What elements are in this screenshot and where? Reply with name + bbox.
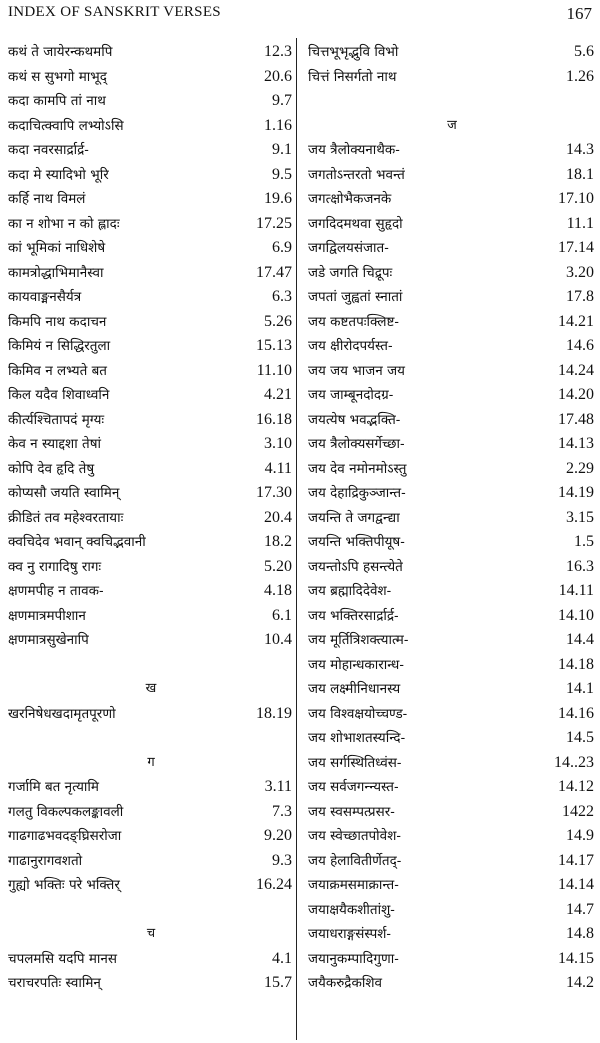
left-index-column	[8, 40, 294, 1040]
verse-reference: 17.10	[558, 190, 594, 207]
verse-first-line: जय ब्रह्मादिदेवेश-	[308, 583, 392, 599]
index-entry	[308, 359, 596, 384]
index-entry	[308, 849, 596, 874]
verse-reference: 14.7	[566, 900, 594, 918]
index-entry	[308, 628, 596, 653]
index-entry	[8, 432, 294, 457]
verse-first-line: कदा कामपि तां नाथ	[8, 93, 106, 109]
verse-reference: 2.29	[566, 459, 594, 477]
section-spacer	[8, 726, 294, 751]
index-entry	[8, 849, 294, 874]
verse-reference: 14.8	[566, 925, 594, 942]
section-letter-heading: ज	[447, 117, 457, 133]
running-head	[8, 4, 592, 28]
index-entry	[308, 187, 596, 212]
verse-first-line: क्षणमात्रमपीशान	[8, 607, 86, 624]
verse-reference: 5.20	[264, 557, 292, 575]
index-entry	[308, 726, 596, 751]
index-entry	[8, 530, 294, 555]
verse-reference: 14.5	[566, 729, 594, 746]
verse-first-line: कदा नवरसार्द्रार्द्र-	[8, 142, 89, 158]
verse-first-line: जय कष्टतपःक्लिष्ट-	[308, 313, 399, 330]
index-entry	[8, 457, 294, 482]
verse-first-line: जयन्ति ते जगद्वन्द्या	[308, 509, 400, 526]
verse-reference: 17.8	[566, 288, 594, 305]
verse-first-line: जय देहाद्रिकुञ्जान्त-	[308, 485, 406, 501]
verse-first-line: जय भक्तिरसार्द्रार्द्र-	[308, 607, 399, 624]
index-entry	[308, 212, 596, 237]
index-entry	[308, 677, 596, 702]
verse-reference: 9.20	[264, 827, 292, 844]
index-entry	[308, 898, 596, 923]
verse-first-line: किल यदैव शिवाध्वनि	[8, 387, 110, 403]
verse-first-line: गाढानुरागवशतो	[8, 852, 83, 869]
verse-reference: 14.1	[566, 680, 594, 697]
verse-first-line: कां भूमिकां नाधिशेषे	[8, 240, 106, 256]
verse-first-line: कोपि देव हृदि तेषु	[8, 460, 95, 477]
section-spacer	[8, 653, 294, 678]
verse-reference: 9.7	[272, 92, 292, 109]
verse-reference: 5.26	[264, 312, 292, 330]
verse-reference: 6.1	[272, 606, 292, 624]
verse-reference: 14.12	[558, 778, 594, 795]
verse-reference: 5.6	[574, 43, 594, 60]
index-entry	[8, 138, 294, 163]
column-divider	[296, 38, 297, 1040]
verse-reference: 14.4	[566, 631, 594, 648]
verse-first-line: क्षणमपीह न तावक-	[8, 583, 104, 599]
index-entry	[308, 873, 596, 898]
index-entry	[308, 383, 596, 408]
verse-first-line: कायवाङ्मनसैर्यत्र	[8, 289, 82, 305]
index-entry	[308, 922, 596, 947]
verse-reference: 1422	[562, 802, 594, 820]
verse-first-line: जय सर्वजगन्न्यस्त-	[308, 779, 399, 795]
verse-first-line: जयत्येष भवद्भक्ति-	[308, 411, 401, 428]
index-entry	[8, 89, 294, 114]
index-entry	[8, 702, 294, 727]
verse-reference: 6.3	[272, 288, 292, 305]
running-title: INDEX OF SANSKRIT VERSES	[8, 4, 221, 20]
verse-first-line: चित्तं निसर्गतो नाथ	[308, 68, 397, 85]
index-entry	[8, 506, 294, 531]
verse-first-line: कीर्त्यश्चितापदं मृग्यः	[8, 411, 105, 428]
verse-reference: 14.6	[566, 337, 594, 354]
index-entry	[8, 824, 294, 849]
verse-reference: 14..23	[554, 753, 594, 771]
verse-reference: 18.19	[256, 704, 292, 722]
verse-first-line: जयाक्षयैकशीतांशु-	[308, 901, 395, 918]
verse-first-line: जपतां जुह्वतां स्नातां	[308, 289, 403, 305]
verse-first-line: गर्जामि बत नृत्यामि	[8, 779, 99, 795]
verse-reference: 3.20	[566, 263, 594, 281]
verse-reference: 20.4	[264, 508, 292, 526]
verse-reference: 17.14	[558, 239, 594, 256]
index-entry	[8, 285, 294, 310]
verse-first-line: जगतोऽन्तरतो भवन्तं	[308, 166, 405, 183]
verse-reference: 14.13	[558, 435, 594, 452]
verse-first-line: चराचरपतिः स्वामिन्	[8, 975, 101, 991]
index-entry	[308, 285, 596, 310]
index-entry	[8, 604, 294, 629]
verse-reference: 4.21	[264, 386, 292, 403]
index-entry	[8, 261, 294, 286]
verse-first-line: जय क्षीरोदपर्यस्त-	[308, 338, 393, 354]
verse-first-line: जगत्क्षोभैकजनके	[308, 191, 392, 207]
verse-reference: 14.19	[558, 484, 594, 501]
verse-reference: 3.15	[566, 508, 594, 526]
index-entry	[8, 481, 294, 506]
verse-reference: 16.18	[256, 410, 292, 428]
index-entry	[8, 359, 294, 384]
index-entry	[308, 334, 596, 359]
verse-first-line: जय हेलावितीर्णेतद्-	[308, 852, 402, 869]
verse-reference: 1.26	[566, 67, 594, 85]
verse-first-line: कामत्रोद्धाभिमानैस्वा	[8, 264, 104, 281]
verse-reference: 14.18	[558, 655, 594, 673]
verse-reference: 14.24	[558, 361, 594, 379]
verse-reference: 14.11	[558, 582, 594, 599]
verse-reference: 6.9	[272, 239, 292, 256]
verse-reference: 11.1	[566, 214, 594, 232]
verse-first-line: जय मूर्तित्रिशक्त्यात्म-	[308, 632, 409, 648]
index-entry	[308, 163, 596, 188]
verse-reference: 14.9	[566, 827, 594, 844]
index-entry	[8, 236, 294, 261]
verse-first-line: जयैकरुद्रैकशिव	[308, 975, 383, 991]
index-entry	[308, 457, 596, 482]
verse-first-line: जगदिदमथवा सुहृदो	[308, 215, 403, 232]
index-entry	[8, 383, 294, 408]
verse-first-line: जय स्वेच्छातपोवेश-	[308, 828, 401, 844]
verse-reference: 18.2	[264, 533, 292, 550]
index-entry	[308, 653, 596, 678]
verse-reference: 14.16	[558, 704, 594, 722]
verse-first-line: जय स्वसम्पत्प्रसर-	[308, 803, 395, 820]
verse-first-line: केव न स्याद्दशा तेषां	[8, 436, 102, 452]
verse-first-line: किमियं न सिद्धिरतुला	[8, 338, 111, 354]
verse-reference: 14.3	[566, 141, 594, 158]
verse-reference: 18.1	[566, 165, 594, 183]
verse-first-line: जयाधराङ्गसंस्पर्श-	[308, 926, 391, 942]
verse-reference: 16.24	[256, 876, 292, 893]
verse-first-line: जय शोभाशतस्यन्दि-	[308, 730, 406, 746]
verse-first-line: जय जय भाजन जय	[308, 362, 405, 379]
index-entry	[8, 971, 294, 996]
index-entry	[308, 506, 596, 531]
verse-reference: 14.17	[558, 851, 594, 869]
verse-first-line: क्षणमात्रसुखेनापि	[8, 632, 89, 648]
verse-first-line: क्रीडितं तव महेश्वरतायाः	[8, 509, 124, 526]
section-spacer	[8, 898, 294, 923]
verse-first-line: क्वचिदेव भवान् क्वचिद्भवानी	[8, 534, 146, 550]
verse-first-line: जय विश्वक्षयोच्चण्ड-	[308, 705, 408, 722]
section-letter-heading: ख	[145, 681, 157, 696]
index-entry	[8, 212, 294, 237]
verse-reference: 14.21	[558, 312, 594, 330]
index-entry	[8, 114, 294, 139]
verse-first-line: गाढगाढभवदङ्घ्रिसरोजा	[8, 828, 122, 844]
verse-reference: 1.16	[264, 116, 292, 134]
verse-first-line: जय मोहान्धकारान्ध-	[308, 656, 404, 673]
verse-first-line: चित्तभूभृद्भुवि विभो	[308, 44, 399, 60]
index-entry	[308, 579, 596, 604]
index-entry	[308, 236, 596, 261]
verse-reference: 9.5	[272, 165, 292, 183]
index-entry	[8, 628, 294, 653]
index-entry	[8, 65, 294, 90]
verse-reference: 14.14	[558, 876, 594, 893]
verse-first-line: जयन्ति भक्तिपीयूष-	[308, 534, 405, 550]
index-entry	[8, 800, 294, 825]
verse-first-line: चपलमसि यदपि मानस	[8, 950, 118, 967]
verse-first-line: कदाचित्क्वापि लभ्योऽसि	[8, 117, 124, 134]
verse-first-line: जय जाम्बूनदोदग्र-	[308, 387, 394, 403]
index-entry	[8, 873, 294, 898]
verse-first-line: गलतु विकल्पकलङ्कावली	[8, 803, 124, 820]
verse-reference: 16.3	[566, 557, 594, 575]
section-letter-heading: ग	[147, 754, 155, 770]
verse-first-line: कर्हि नाथ विमलं	[8, 191, 86, 207]
verse-reference: 4.18	[264, 582, 292, 599]
verse-first-line: गुह्यो भक्तिः परे भक्तिर्	[8, 877, 120, 893]
index-entry	[308, 824, 596, 849]
verse-first-line: जयन्तोऽपि हसन्त्येते	[308, 558, 403, 575]
index-entry	[308, 40, 596, 65]
index-entry	[8, 408, 294, 433]
index-entry	[308, 408, 596, 433]
verse-reference: 4.1	[272, 949, 292, 967]
index-entry	[308, 702, 596, 727]
verse-first-line: जडे जगति चिद्रूपः	[308, 264, 393, 281]
section-letter-heading: च	[146, 926, 156, 941]
verse-reference: 19.6	[264, 190, 292, 207]
index-entry	[308, 800, 596, 825]
index-entry	[308, 530, 596, 555]
verse-reference: 14.2	[566, 974, 594, 991]
index-entry	[308, 138, 596, 163]
page-number: 167	[566, 4, 592, 23]
index-entry	[308, 947, 596, 972]
verse-reference: 15.7	[264, 974, 292, 991]
verse-reference: 9.1	[272, 141, 292, 158]
index-entry	[308, 775, 596, 800]
verse-reference: 17.30	[256, 484, 292, 501]
verse-first-line: जयाक्रमसमाक्रान्त-	[308, 877, 399, 893]
verse-first-line: का न शोभा न को ह्लादः	[8, 215, 120, 232]
index-entry	[8, 40, 294, 65]
right-index-column	[308, 40, 596, 1040]
verse-first-line: किमपि नाथ कदाचन	[8, 313, 107, 330]
section-spacer	[308, 89, 596, 114]
verse-reference: 7.3	[272, 802, 292, 820]
verse-reference: 20.6	[264, 67, 292, 85]
verse-first-line: कथं स सुभगो माभूद्	[8, 68, 107, 85]
index-entry	[308, 481, 596, 506]
verse-reference: 3.11	[264, 778, 292, 795]
verse-reference: 17.48	[558, 410, 594, 428]
verse-first-line: जय सर्गस्थितिध्वंस-	[308, 754, 402, 771]
verse-reference: 3.10	[264, 435, 292, 452]
verse-first-line: खरनिषेधखदामृतपूरणो	[8, 705, 116, 722]
verse-reference: 12.3	[264, 43, 292, 60]
index-entry	[308, 604, 596, 629]
index-entry	[8, 579, 294, 604]
verse-first-line: क्व नु रागादिषु रागः	[8, 558, 102, 575]
verse-first-line: कोप्यसौ जयति स्वामिन्	[8, 485, 120, 501]
verse-reference: 10.4	[264, 631, 292, 648]
verse-reference: 11.10	[256, 361, 292, 379]
index-entry	[8, 334, 294, 359]
index-entry	[8, 163, 294, 188]
verse-reference: 9.3	[272, 851, 292, 869]
verse-first-line: जगद्विलयसंजात-	[308, 240, 389, 256]
index-entry	[308, 555, 596, 580]
verse-reference: 14.15	[558, 949, 594, 967]
verse-first-line: किमिव न लभ्यते बत	[8, 362, 108, 379]
verse-first-line: जय त्रैलोक्यनाथैक-	[308, 142, 400, 158]
index-entry	[8, 310, 294, 335]
verse-reference: 1.5	[574, 533, 594, 550]
index-entry	[8, 187, 294, 212]
index-entry	[308, 432, 596, 457]
index-entry	[8, 775, 294, 800]
verse-first-line: कदा मे स्यादिभो भूरि	[8, 166, 109, 183]
verse-first-line: जय देव नमोनमोऽस्तु	[308, 460, 407, 477]
verse-reference: 17.25	[256, 214, 292, 232]
index-entry	[8, 947, 294, 972]
index-entry	[308, 751, 596, 776]
verse-reference: 17.47	[256, 263, 292, 281]
verse-first-line: कथं ते जायेरन्कथमपि	[8, 44, 113, 60]
verse-reference: 14.10	[558, 606, 594, 624]
index-entry	[308, 971, 596, 996]
verse-reference: 14.20	[558, 386, 594, 403]
verse-first-line: जय त्रैलोक्यसर्गेच्छा-	[308, 436, 405, 452]
verse-reference: 4.11	[264, 459, 292, 477]
verse-reference: 15.13	[256, 337, 292, 354]
verse-first-line: जयानुकम्पादिगुणा-	[308, 950, 399, 967]
index-entry	[308, 310, 596, 335]
index-entry	[8, 555, 294, 580]
verse-first-line: जय लक्ष्मीनिधानस्य	[308, 681, 401, 697]
index-entry	[308, 261, 596, 286]
index-entry	[308, 65, 596, 90]
